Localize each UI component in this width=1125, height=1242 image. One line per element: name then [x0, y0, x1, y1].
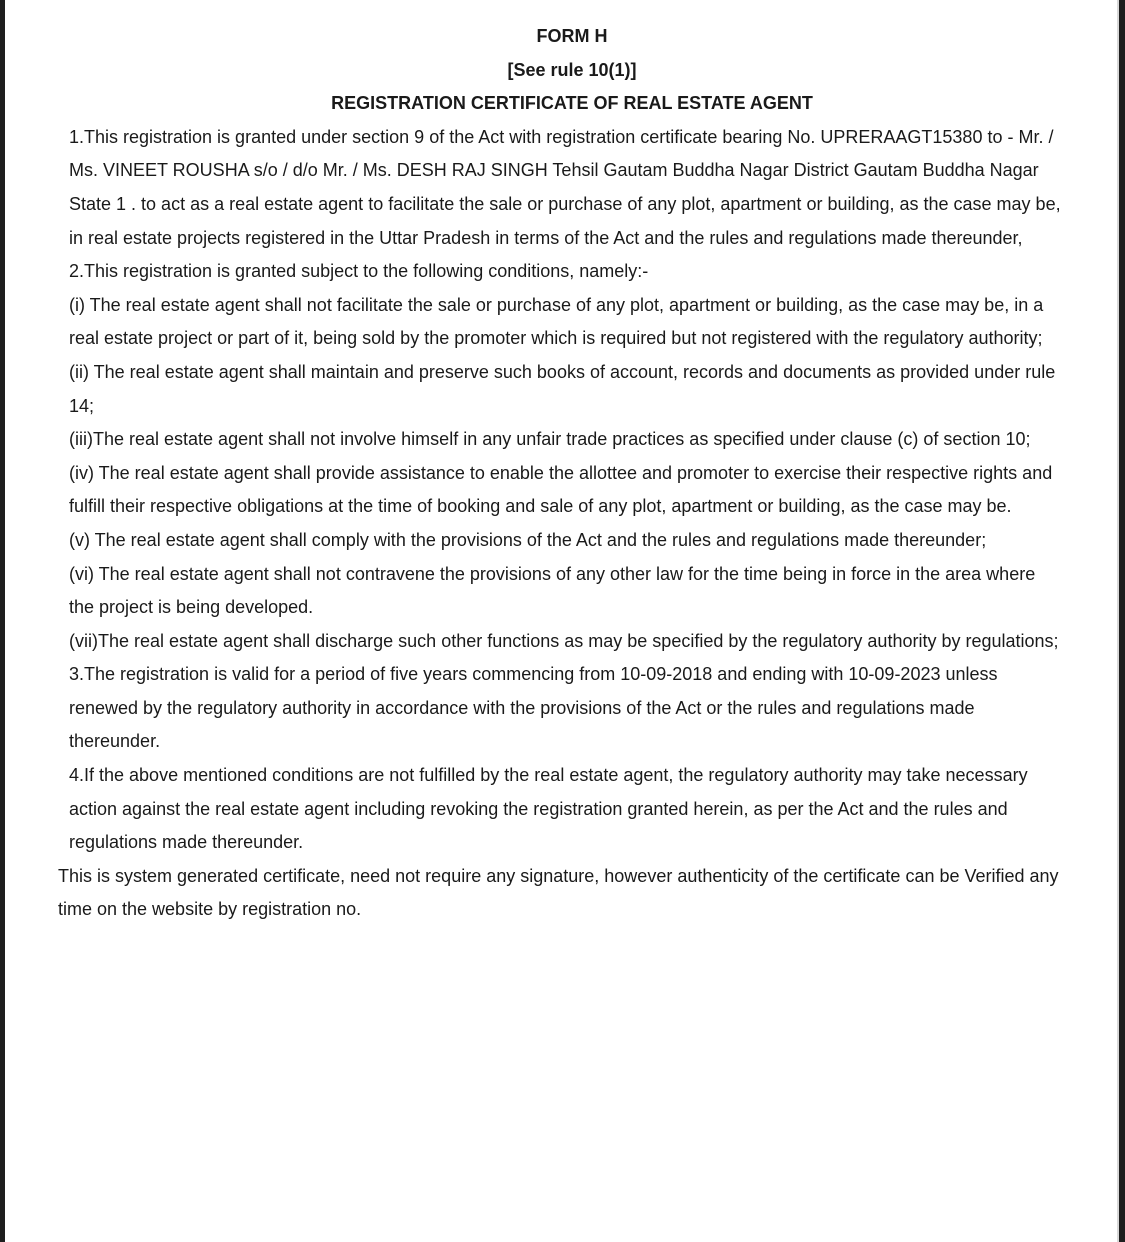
text-line: the project is being developed. — [69, 597, 314, 618]
text-line: action against the real estate agent including revoking the registration granted herein, as per the Act and the rules and — [69, 798, 1008, 819]
certificate-footer — [5, 860, 1117, 927]
text-line: time on the website by registration no. — [58, 899, 362, 920]
rule-reference: [See rule 10(1)] — [507, 59, 637, 80]
certificate-title: REGISTRATION CERTIFICATE OF REAL ESTATE AGENT — [331, 93, 813, 114]
text-line: (iii)The real estate agent shall not involve himself in any unfair trade practices as specified under clause (c) of section 10; — [69, 429, 1031, 450]
document-page — [5, 0, 1117, 1242]
text-line: 2.This registration is granted subject to the following conditions, namely:- — [69, 261, 649, 282]
text-line: 1.This registration is granted under section 9 of the Act with registration certificate bearing No. UPRERAAGT15380 to - Mr. / — [69, 126, 1054, 147]
text-line: State 1 . to act as a real estate agent to facilitate the sale or purchase of any plot, apartment or building, as the case may be, — [69, 193, 1061, 214]
text-line: thereunder. — [69, 731, 161, 752]
text-line: Ms. VINEET ROUSHA s/o / d/o Mr. / Ms. DESH RAJ SINGH Tehsil Gautam Buddha Nagar District Gautam Buddha Nagar — [69, 160, 1039, 181]
text-line: (iv) The real estate agent shall provide assistance to enable the allottee and promoter to exercise their respective rights and — [69, 462, 1053, 483]
certificate-body — [5, 121, 1117, 860]
text-line: 4.If the above mentioned conditions are not fulfilled by the real estate agent, the regulatory authority may take necessary — [69, 765, 1028, 786]
text-line: fulfill their respective obligations at the time of booking and sale of any plot, apartment or building, as the case may be. — [69, 496, 1012, 517]
text-line: in real estate projects registered in the Uttar Pradesh in terms of the Act and the rules and regulations made thereunder, — [69, 227, 1023, 248]
text-line: This is system generated certificate, need not require any signature, however authenticity of the certificate can be Verified any — [58, 865, 1059, 886]
certificate-content — [5, 20, 1117, 927]
text-line: real estate project or part of it, being sold by the promoter which is required but not registered with the regulatory authority; — [69, 328, 1043, 349]
text-line: regulations made thereunder. — [69, 832, 304, 853]
text-line: (vii)The real estate agent shall discharge such other functions as may be specified by the regulatory authority by regulations; — [69, 630, 1059, 651]
text-line: renewed by the regulatory authority in accordance with the provisions of the Act or the rules and regulations made — [69, 697, 975, 718]
text-line: (i) The real estate agent shall not facilitate the sale or purchase of any plot, apartment or building, as the case may be, in a — [69, 294, 1044, 315]
form-label: FORM H — [536, 26, 608, 46]
text-line: 14; — [69, 395, 95, 416]
page-edge — [1117, 0, 1119, 1242]
text-line: 3.The registration is valid for a period of five years commencing from 10-09-2018 and ending with 10-09-2023 unless — [69, 664, 998, 685]
text-line: (vi) The real estate agent shall not contravene the provisions of any other law for the time being in force in the area where — [69, 563, 1036, 584]
text-line: (v) The real estate agent shall comply with the provisions of the Act and the rules and regulations made thereunder; — [69, 529, 987, 550]
text-line: (ii) The real estate agent shall maintain and preserve such books of account, records and documents as provided under rule — [69, 361, 1056, 382]
